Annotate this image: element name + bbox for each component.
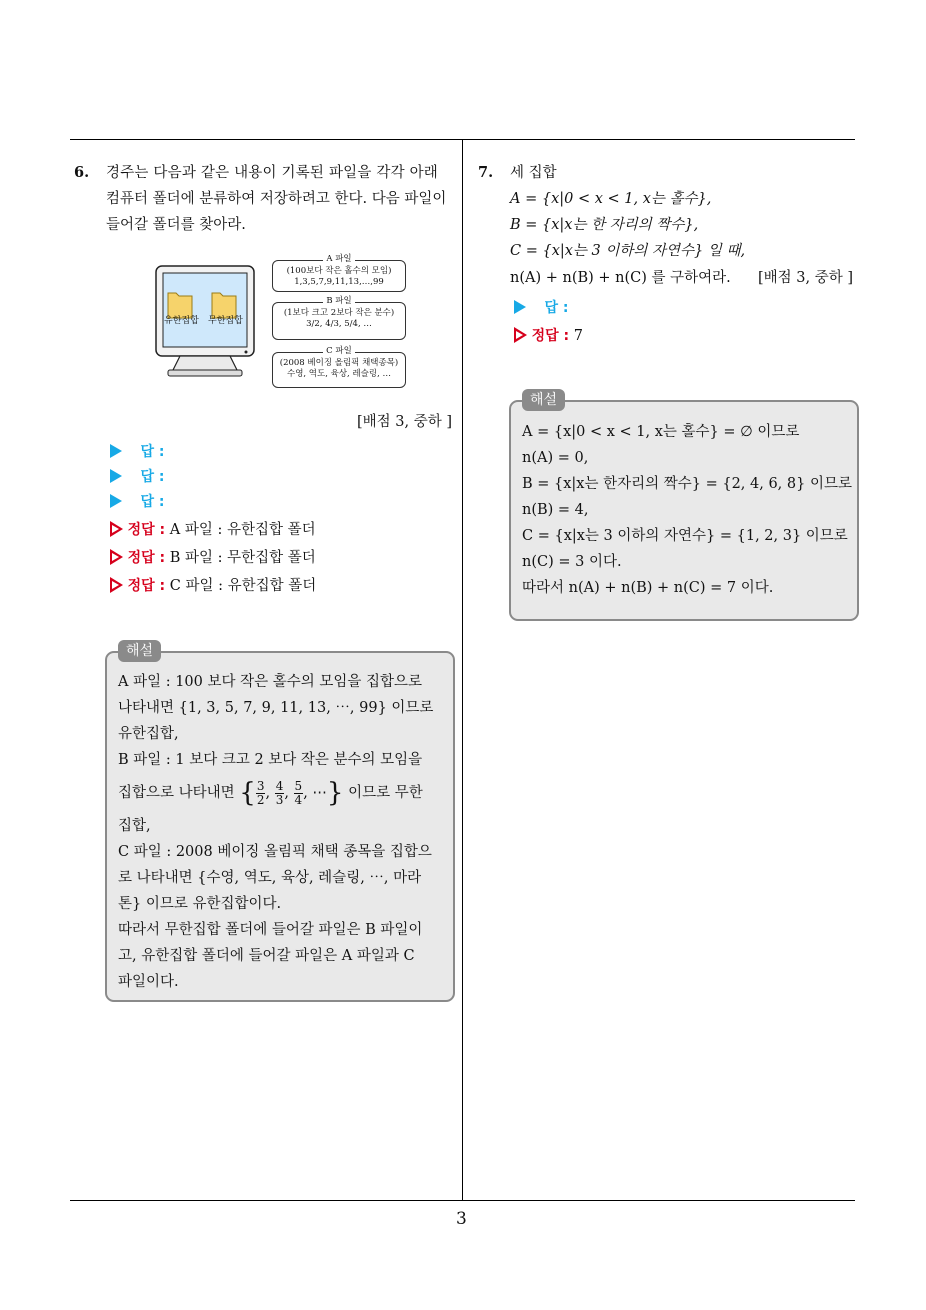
q6-text-line-3: 들어갈 폴더를 찾아라. <box>106 217 246 233</box>
q6-correct-3: C 파일 : 유한집합 폴더 <box>169 578 317 594</box>
folder-label-infinite: 무한집합 <box>208 316 243 326</box>
correct-label: 정답 : <box>127 578 166 594</box>
q6-explanation-tag: 해설 <box>118 640 161 662</box>
correct-arrow-icon <box>110 549 123 565</box>
q7-exp-line: n(A) = 0, <box>522 450 589 466</box>
q6-correct-2: B 파일 : 무한집합 폴더 <box>169 550 316 566</box>
q6-correct-row-3 <box>110 576 316 596</box>
answer-label: 답 : <box>140 494 165 510</box>
q7-answer-row <box>514 298 568 318</box>
file-b-box <box>272 296 406 340</box>
q6-exp-line: 파일이다. <box>118 974 179 990</box>
folder-label-finite: 유한집합 <box>164 316 199 326</box>
q6-correct-1: A 파일 : 유한집합 폴더 <box>169 522 316 538</box>
correct-arrow-icon <box>110 577 123 593</box>
q6-text-line-1: 경주는 다음과 같은 내용이 기록된 파일을 각각 아래 <box>106 165 439 181</box>
file-c-title: C 파일 <box>323 346 355 356</box>
q7-set-a: A = {x|0 < x < 1, x는 홀수}, <box>510 191 712 207</box>
correct-label: 정답 : <box>531 328 570 344</box>
answer-arrow-icon <box>110 494 122 508</box>
q6-text-line-2: 컴퓨터 폴더에 분류하여 저장하려고 한다. 다음 파일이 <box>106 191 447 207</box>
q7-correct: 7 <box>573 328 583 344</box>
q6-exp-line-fraction: 집합으로 나타내면 { $\frac{3}{2}$ , $\frac{4}{3}$ , $\frac{5}{4}$ , ⋯} 이므로 무한 <box>118 778 423 808</box>
correct-arrow-icon <box>514 327 527 343</box>
q7-points: [배점 3, 중하 ] <box>758 270 854 286</box>
file-b-line2: 3/2, 4/3, 5/4, … <box>306 319 372 329</box>
q6-answer-row-3 <box>110 492 164 512</box>
q6-exp-line: C 파일 : 2008 베이징 올림픽 채택 종목을 집합으 <box>118 844 432 860</box>
answer-label: 답 : <box>140 469 165 485</box>
q6-figure <box>150 250 410 395</box>
q7-exp-line: B = {x|x는 한자리의 짝수} = {2, 4, 6, 8} 이므로 <box>522 476 852 492</box>
answer-arrow-icon <box>514 300 526 314</box>
correct-arrow-icon <box>110 521 123 537</box>
q6-correct-row-1 <box>110 520 316 540</box>
q6-exp-line: B 파일 : 1 보다 크고 2 보다 작은 분수의 모임을 <box>118 752 423 768</box>
q7-explanation-text <box>522 419 852 601</box>
q6-exp-line: 고, 유한집합 폴더에 들어갈 파일은 A 파일과 C <box>118 948 415 964</box>
q7-exp-line: 따라서 n(A) + n(B) + n(C) = 7 이다. <box>522 580 774 596</box>
correct-label: 정답 : <box>127 522 166 538</box>
q6-exp-line: 따라서 무한집합 폴더에 들어갈 파일은 B 파일이 <box>118 922 423 938</box>
q7-exp-line: n(C) = 3 이다. <box>522 554 622 570</box>
q7-exp-line: n(B) = 4, <box>522 502 589 518</box>
file-c-line2: 수영, 역도, 육상, 레슬링, … <box>286 369 391 379</box>
file-a-box <box>272 254 406 292</box>
q6-exp-line: 나타내면 {1, 3, 5, 7, 9, 11, 13, ⋯, 99} 이므로 <box>118 700 434 716</box>
answer-arrow-icon <box>110 469 122 483</box>
q6-answer-row-2 <box>110 467 164 487</box>
q6-exp-line: A 파일 : 100 보다 작은 홀수의 모임을 집합으로 <box>118 674 423 690</box>
q7-question: n(A) + n(B) + n(C) 를 구하여라. <box>510 270 731 286</box>
file-a-line1: (100보다 작은 홀수의 모임) <box>286 266 392 276</box>
q7-title: 세 집합 <box>510 165 557 181</box>
q7-correct-row <box>514 326 583 346</box>
q7-number: 7. <box>478 164 494 181</box>
q6-answer-row-1 <box>110 442 164 462</box>
q6-exp-line: 로 나타내면 {수영, 역도, 육상, 레슬링, ⋯, 마라 <box>118 870 422 886</box>
file-a-line2: 1,3,5,7,9,11,13,…,99 <box>294 277 384 287</box>
answer-label: 답 : <box>544 300 569 316</box>
q7-exp-line: A = {x|0 < x < 1, x는 홀수} = ∅ 이므로 <box>522 424 800 440</box>
file-c-box <box>272 346 406 388</box>
q6-exp-line: 유한집합, <box>118 726 179 742</box>
file-c-line1: (2008 베이징 올림픽 채택종목) <box>279 358 399 368</box>
q7-set-b: B = {x|x는 한 자리의 짝수}, <box>510 217 699 233</box>
q7-set-c: C = {x|x는 3 이하의 자연수} 일 때, <box>510 243 746 259</box>
answer-arrow-icon <box>110 444 122 458</box>
q6-exp-line: 톤} 이므로 유한집합이다. <box>118 896 282 912</box>
file-b-line1: (1보다 크고 2보다 작은 분수) <box>283 308 395 318</box>
file-b-title: B 파일 <box>323 296 354 306</box>
q7-explanation-tag: 해설 <box>522 389 565 411</box>
q6-number: 6. <box>74 164 90 181</box>
q7-exp-line: C = {x|x는 3 이하의 자연수} = {1, 2, 3} 이므로 <box>522 528 848 544</box>
q6-correct-row-2 <box>110 548 316 568</box>
page-number: 3 <box>456 1209 467 1229</box>
answer-label: 답 : <box>140 444 165 460</box>
file-a-title: A 파일 <box>323 254 354 264</box>
q6-exp-line: 집합, <box>118 818 151 834</box>
column-divider <box>462 139 463 1200</box>
bottom-rule <box>70 1200 855 1201</box>
q6-explanation-text <box>118 669 440 995</box>
q6-points: [배점 3, 중하 ] <box>357 414 453 430</box>
correct-label: 정답 : <box>127 550 166 566</box>
